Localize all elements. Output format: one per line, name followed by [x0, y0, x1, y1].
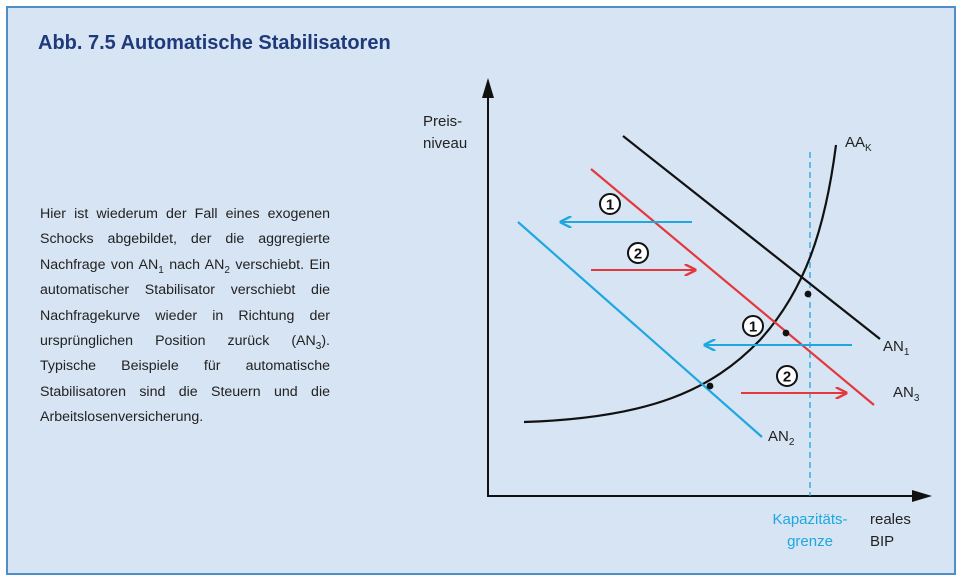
- an2-label-main: AN: [768, 428, 789, 445]
- an3-label-sub: 3: [913, 393, 920, 404]
- marker-1-upper-text: 1: [605, 196, 615, 214]
- capacity-label-line1: Kapazitäts-: [772, 511, 848, 528]
- marker-2-lower: [777, 366, 797, 386]
- marker-2-lower-text: 2: [782, 368, 792, 386]
- marker-2-upper-text: 2: [633, 245, 643, 263]
- intersection-an3-aak: [783, 330, 790, 337]
- marker-1-lower-text: 1: [748, 318, 758, 336]
- x-axis-label-line2: BIP: [870, 533, 895, 550]
- y-axis-arrow-icon: [482, 78, 494, 98]
- desc-sub-2: 2: [224, 264, 230, 276]
- an1-label-sub: 1: [903, 347, 910, 358]
- desc-part-1: Hier ist wiederum der Fall eines exogenen Schocks abgebildet, der die aggregierte Nachfrage von AN: [40, 206, 330, 273]
- marker-2-upper: [628, 243, 648, 263]
- desc-part-4: ). Typische Beispiele für automatische Stabilisatoren sind die Steuern und die Arbeitslosenversicherung.: [40, 333, 330, 426]
- capacity-label-line2: grenze: [787, 533, 833, 550]
- figure-title: Abb. 7.5 Automatische Stabilisatoren: [38, 32, 391, 54]
- x-axis-label-line1: reales: [870, 511, 911, 528]
- desc-sub-3: 3: [315, 340, 322, 352]
- an1-label-main: AN: [883, 338, 904, 355]
- intersection-an1-aak: [805, 291, 812, 298]
- y-axis-label-line2: niveau: [423, 135, 468, 152]
- intersection-an2-aak: [707, 383, 714, 390]
- an2-label-sub: 2: [788, 437, 795, 448]
- x-axis-arrow-icon: [912, 490, 932, 502]
- an1-line: [623, 136, 880, 339]
- an3-label: [893, 384, 920, 404]
- desc-sub-1: 1: [158, 264, 164, 276]
- aak-label-sub: K: [865, 143, 872, 154]
- marker-1-lower: [743, 316, 763, 336]
- desc-part-2: nach AN: [163, 256, 225, 273]
- an3-label-main: AN: [893, 384, 914, 401]
- aak-label-main: AA: [845, 134, 866, 151]
- marker-1-upper: [600, 194, 620, 214]
- an1-label: [883, 338, 910, 358]
- aak-label: [845, 134, 872, 154]
- an2-label: [768, 428, 795, 448]
- y-axis-label-line1: Preis-: [423, 113, 463, 130]
- an3-line: [591, 169, 874, 405]
- desc-part-3: verschiebt. Ein automatischer Stabilisator verschiebt die Nachfragekurve wieder in Richtung der ursprünglichen Position zurück (AN: [40, 256, 330, 350]
